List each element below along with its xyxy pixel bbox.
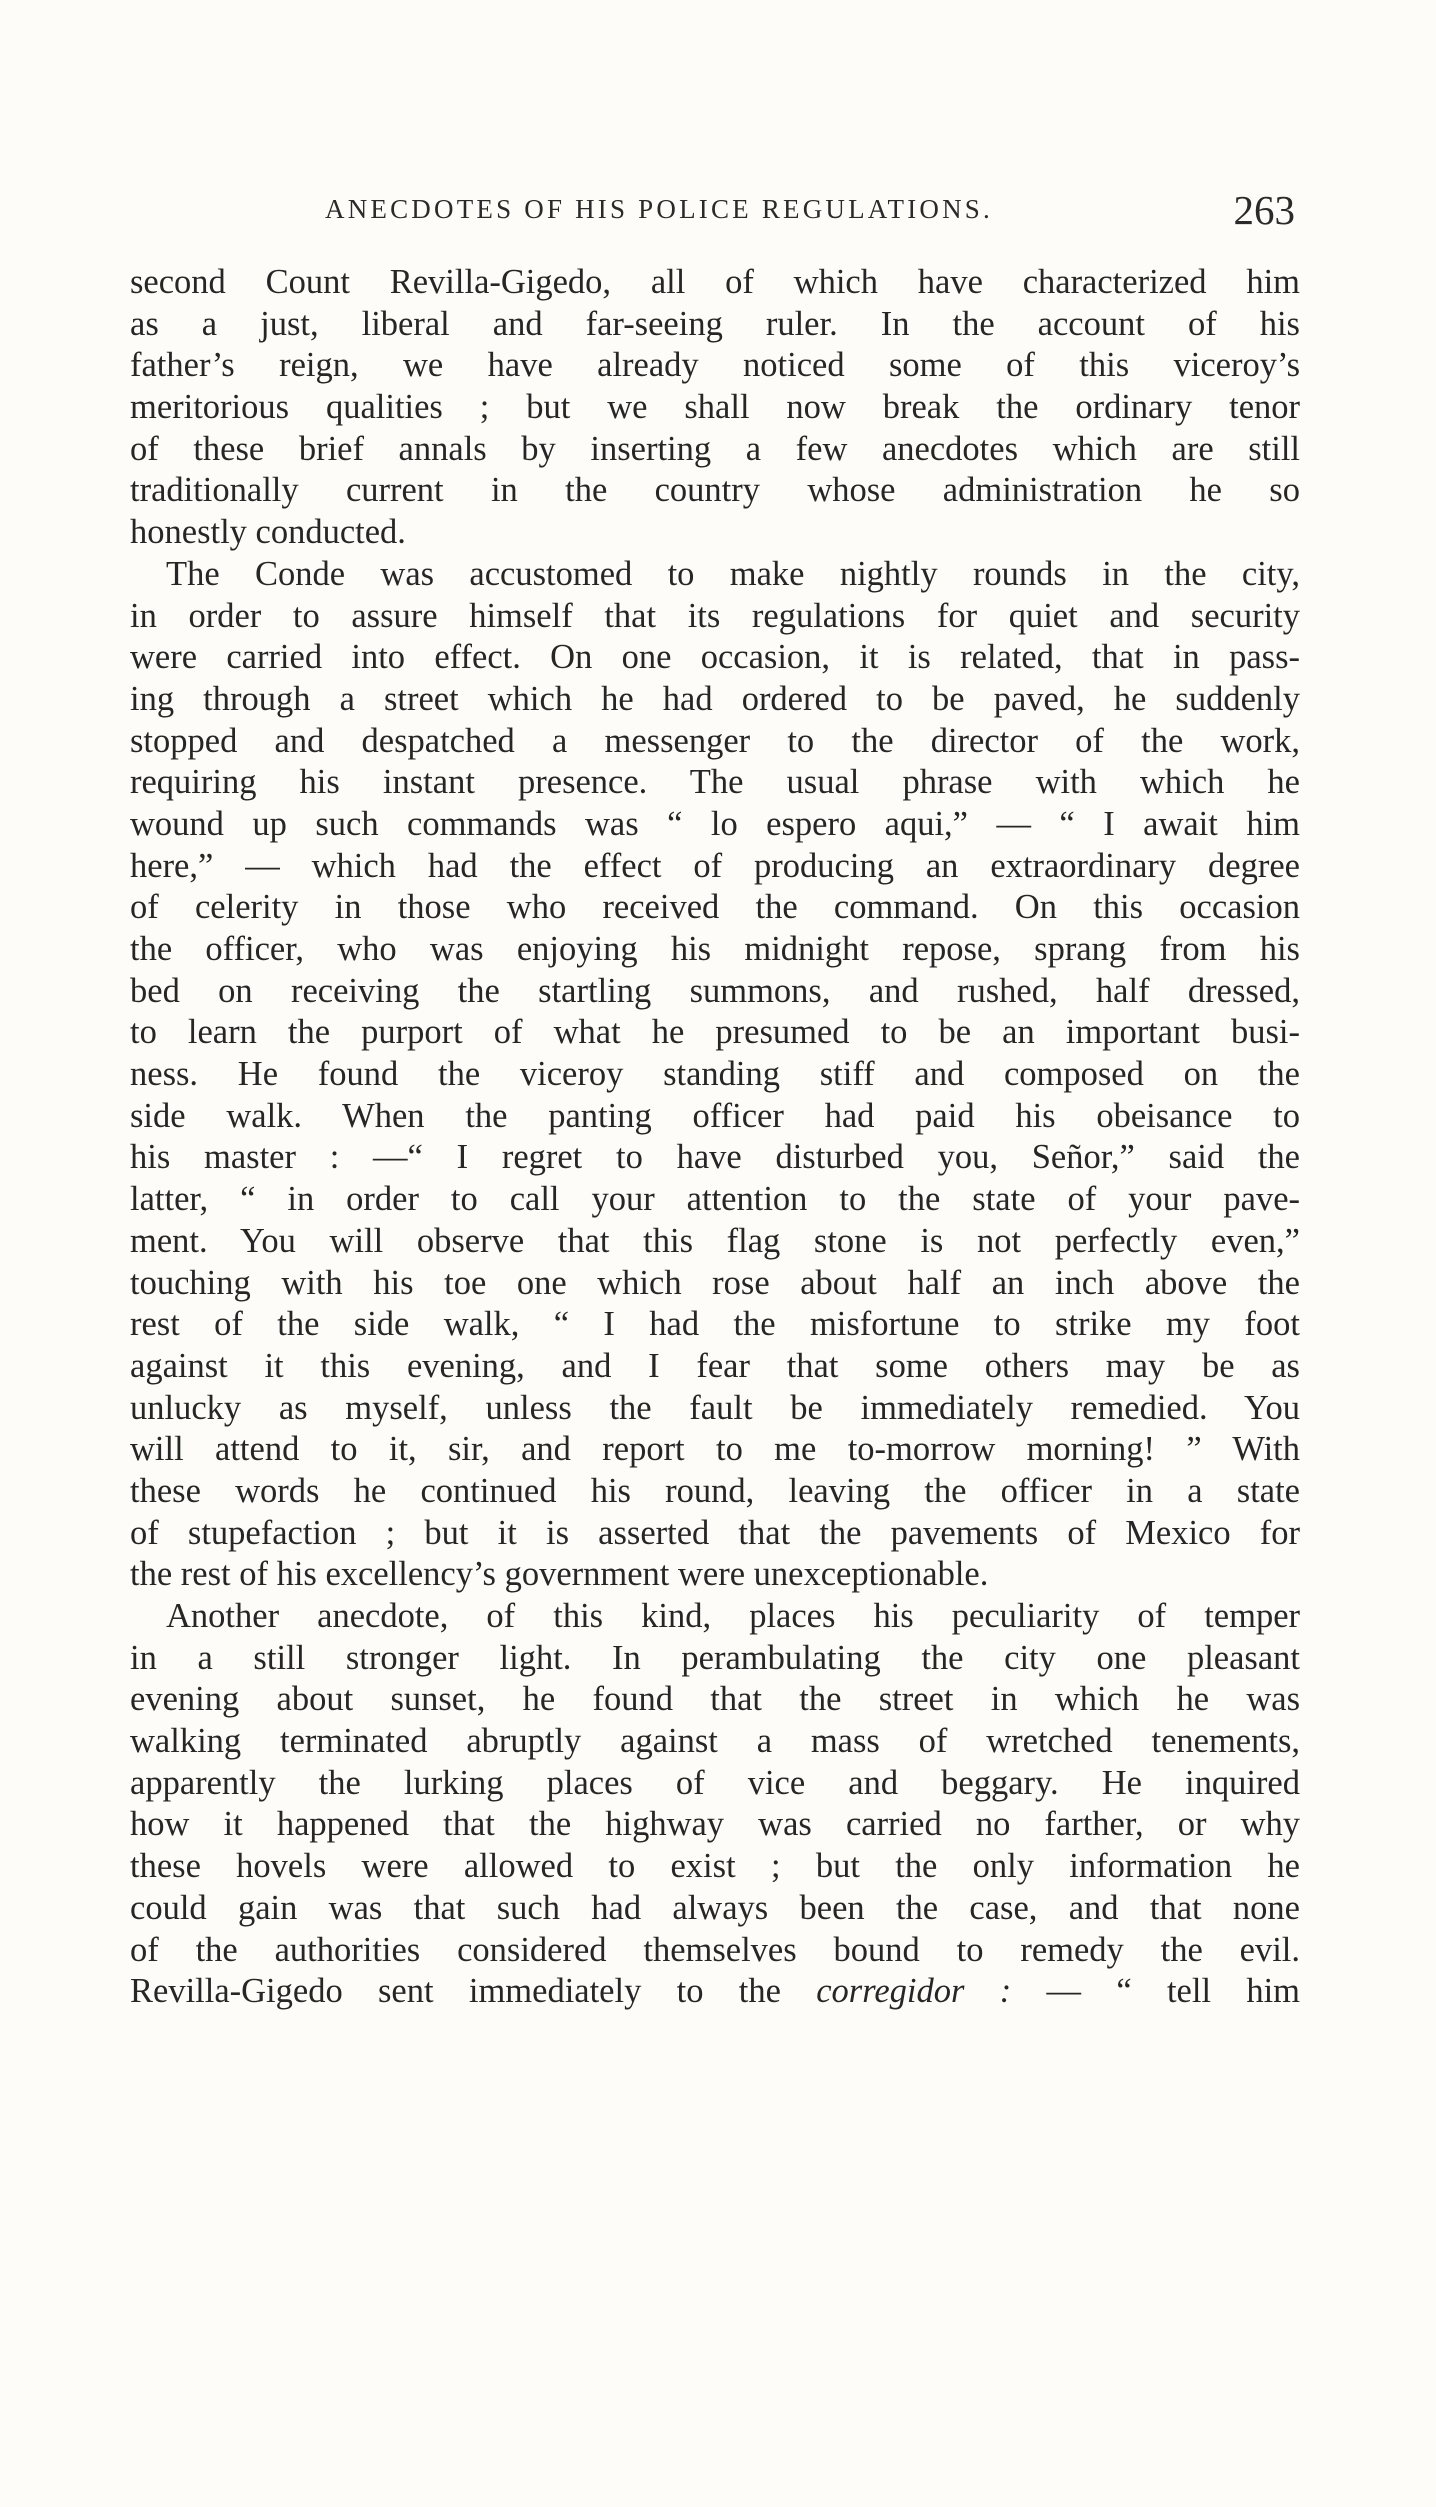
text-line: ment. You will observe that this flag stone is not perfectly even,” (130, 1221, 1300, 1260)
text-line: father’s reign, we have already noticed some of this viceroy’s (130, 346, 1300, 385)
text-line: against it this evening, and I fear that some others may be as (130, 1346, 1300, 1385)
page-header (175, 186, 1295, 234)
text-line-last (130, 1971, 1300, 2013)
page-number: 263 (1233, 187, 1295, 233)
text-line: in a still stronger light. In perambulating the city one pleasant (130, 1638, 1300, 1677)
text-line: ing through a street which he had ordered to be paved, he suddenly (130, 679, 1300, 718)
text-line: stopped and despatched a messenger to the director of the work, (130, 721, 1300, 760)
text-line: of stupefaction ; but it is asserted that the pavements of Mexico for (130, 1513, 1300, 1552)
text-line: were carried into effect. On one occasion, it is related, that in pass- (130, 638, 1300, 677)
text-line: touching with his toe one which rose about half an inch above the (130, 1263, 1300, 1302)
text-line: these words he continued his round, leaving the officer in a state (130, 1471, 1300, 1510)
text-line: bed on receiving the startling summons, and rushed, half dressed, (130, 971, 1300, 1010)
text-line: to learn the purport of what he presumed to be an important busi- (130, 1013, 1300, 1052)
italic-term: corregidor : (816, 1972, 1012, 2011)
text-line: requiring his instant presence. The usual phrase with which he (130, 763, 1300, 802)
text-line: traditionally current in the country whose administration he so (130, 471, 1300, 510)
text-segment: Revilla-Gigedo sent immediately to the (130, 1972, 817, 2011)
text-line: as a just, liberal and far-seeing ruler. In the account of his (130, 304, 1300, 343)
text-line: could gain was that such had always been the case, and that none (130, 1888, 1300, 1927)
paragraph-start-line: Another anecdote, of this kind, places his peculiarity of temper (166, 1597, 1300, 1635)
body-text (130, 262, 1300, 2013)
text-line: the officer, who was enjoying his midnight repose, sprang from his (130, 930, 1300, 968)
text-line: latter, “ in order to call your attention to the state of your pave- (130, 1180, 1300, 1219)
text-line: rest of the side walk, “ I had the misfortune to strike my foot (130, 1305, 1300, 1344)
text-line: wound up such commands was “ lo espero aqui,” — “ I await him (130, 804, 1300, 843)
text-line: honestly conducted. (130, 513, 406, 552)
text-line: of these brief annals by inserting a few anecdotes which are still (130, 429, 1300, 468)
text-line: unlucky as myself, unless the fault be immediately remedied. You (130, 1388, 1300, 1427)
text-line: side walk. When the panting officer had paid his obeisance to (130, 1096, 1300, 1135)
text-line: of celerity in those who received the command. On this occasion (130, 888, 1300, 927)
running-head: ANECDOTES OF HIS POLICE REGULATIONS. (325, 194, 993, 224)
text-line: the rest of his excellency’s government were unexceptionable. (130, 1555, 989, 1594)
text-line: here,” — which had the effect of producing an extraordinary degree (130, 846, 1300, 885)
text-line: his master : —“ I regret to have disturbed you, Señor,” said the (130, 1138, 1300, 1177)
text-line: apparently the lurking places of vice and beggary. He inquired (130, 1763, 1300, 1802)
text-line: meritorious qualities ; but we shall now break the ordinary tenor (130, 388, 1300, 427)
text-line: walking terminated abruptly against a mass of wretched tenements, (130, 1722, 1300, 1761)
paragraph-start-line: The Conde was accustomed to make nightly rounds in the city, (166, 554, 1300, 593)
text-line: of the authorities considered themselves bound to remedy the evil. (130, 1930, 1300, 1969)
text-line: how it happened that the highway was carried no farther, or why (130, 1805, 1300, 1844)
text-segment: — “ tell him (1011, 1972, 1300, 2011)
text-line: second Count Revilla-Gigedo, all of which have characterized him (130, 263, 1300, 301)
text-line: these hovels were allowed to exist ; but the only information he (130, 1847, 1300, 1886)
text-line: evening about sunset, he found that the street in which he was (130, 1680, 1300, 1719)
text-line: ness. He found the viceroy standing stiff and composed on the (130, 1055, 1300, 1094)
text-line: in order to assure himself that its regulations for quiet and security (130, 596, 1300, 635)
text-line: will attend to it, sir, and report to me to-morrow morning! ” With (130, 1430, 1300, 1469)
